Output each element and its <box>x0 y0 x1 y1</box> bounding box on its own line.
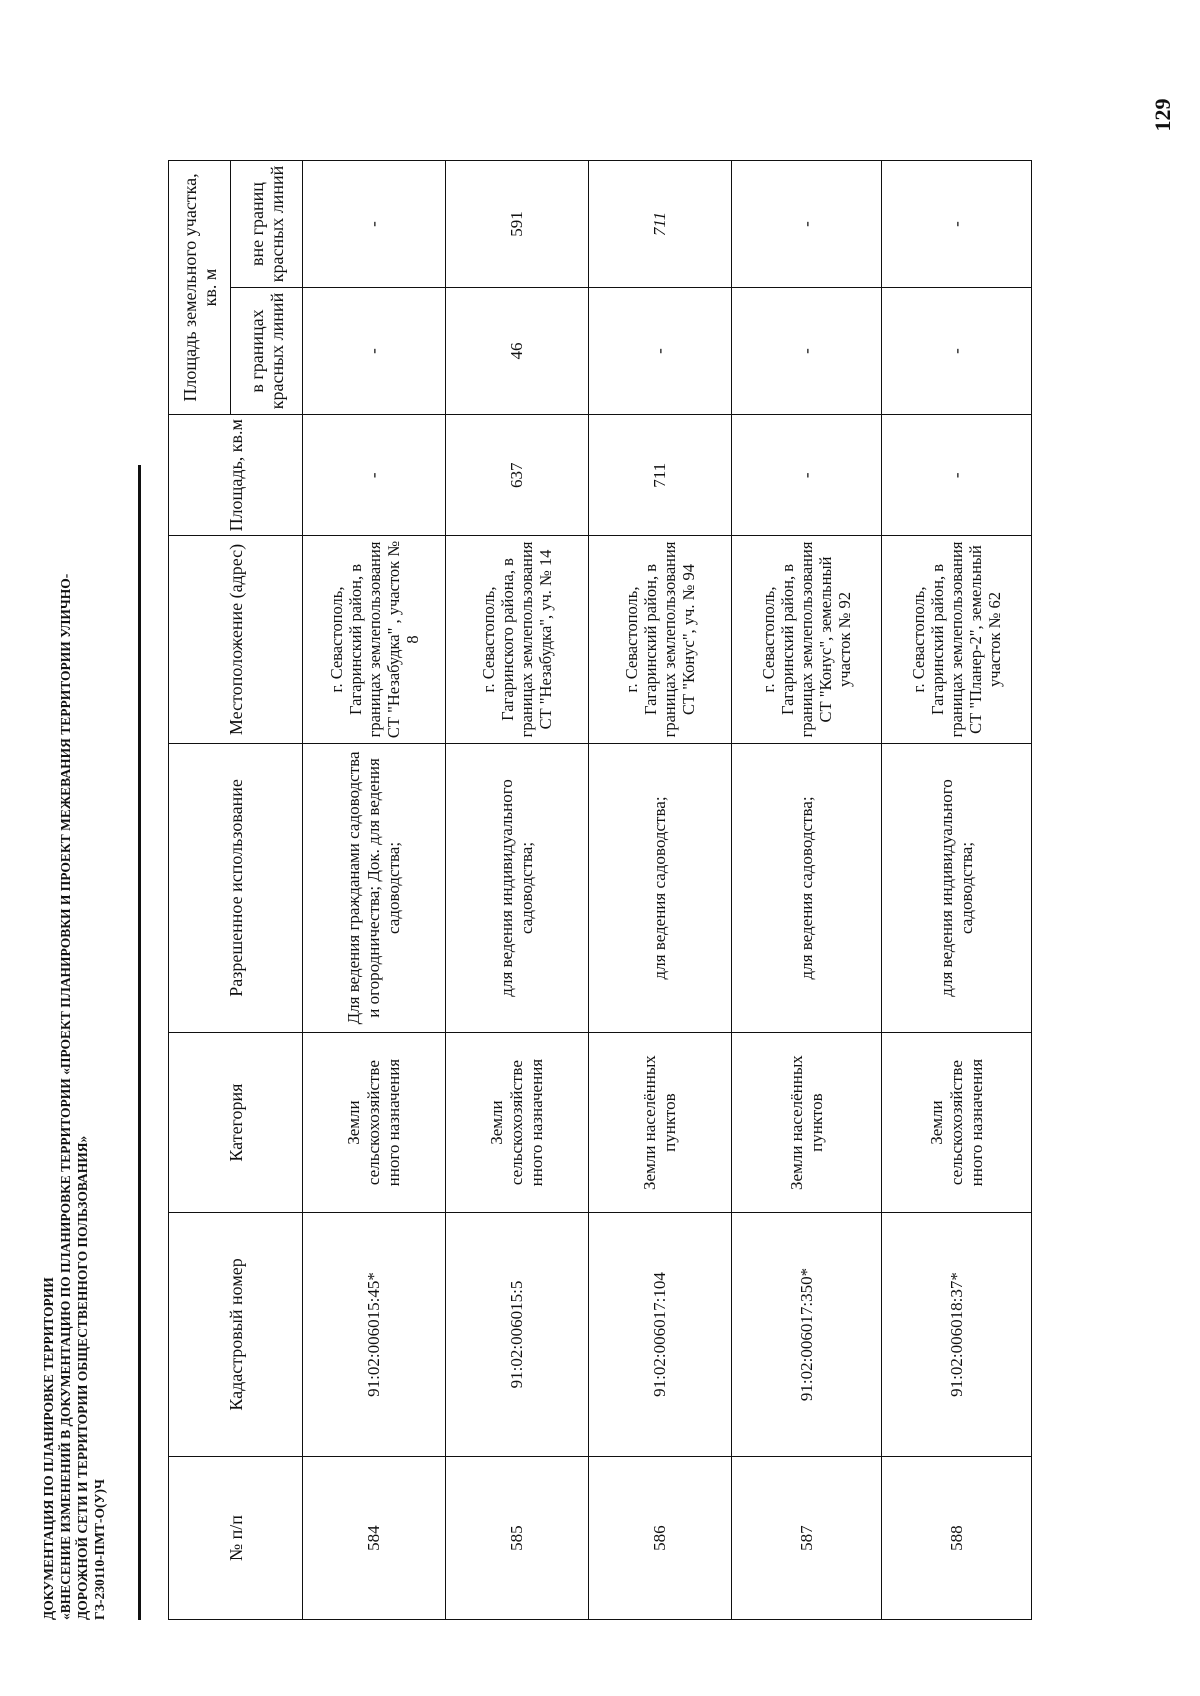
cell-permitted-use: для ведения индивидуального садоводства; <box>882 743 1032 1033</box>
cell-cadastral: 91:02:006018:37* <box>882 1212 1032 1456</box>
cell-location: г. Севастополь, Гагаринского района, в границах землепользования СТ "Незабудка", уч. № 14 <box>446 536 589 743</box>
cell-outside: - <box>303 161 446 288</box>
cell-area: 711 <box>589 415 732 536</box>
cell-cadastral: 91:02:006017:350* <box>732 1212 882 1456</box>
cell-location: г. Севастополь, Гагаринский район, в границах землепользования СТ "Незабудка" , участок № 8 <box>303 536 446 743</box>
header-line-2: «ВНЕСЕНИЕ ИЗМЕНЕНИЙ В ДОКУМЕНТАЦИЮ ПО ПЛАНИРОВКЕ ТЕРРИТОРИИ «ПРОЕКТ ПЛАНИРОВКИ И ПРОЕКТ МЕЖЕВАНИЯ ТЕРРИТОРИИ УЛИЧНО- <box>58 573 73 1620</box>
rotated-page <box>40 120 1100 1620</box>
cell-inside: - <box>732 288 882 415</box>
cell-category: Земли сельскохозяйстве нного назначения <box>303 1033 446 1212</box>
header-line-4: ГЗ-230110-ПМТ-О(У)Ч <box>92 1479 107 1620</box>
cell-category: Земли сельскохозяйстве нного назначения <box>882 1033 1032 1212</box>
cell-area: - <box>732 415 882 536</box>
cell-cadastral: 91:02:006015:5 <box>446 1212 589 1456</box>
cell-permitted-use: для ведения садоводства; <box>732 743 882 1033</box>
cell-outside: 591 <box>446 161 589 288</box>
document-header <box>40 320 108 1620</box>
cell-inside: - <box>882 288 1032 415</box>
cell-permitted-use: для ведения индивидуального садоводства; <box>446 743 589 1033</box>
table-row <box>303 161 446 1620</box>
col-header-outside-red-lines: вне границ красных линий <box>231 161 303 288</box>
cell-inside: - <box>303 288 446 415</box>
col-header-permitted-use: Разрешенное использование <box>169 743 303 1033</box>
col-header-no: № п/п <box>169 1457 303 1620</box>
cell-no: 587 <box>732 1457 882 1620</box>
col-header-location: Местоположение (адрес) <box>169 536 303 743</box>
cell-permitted-use: Для ведения гражданами садоводства и огородничества; Док. для ведения садоводства; <box>303 743 446 1033</box>
cell-location: г. Севастополь, Гагаринский район, в границах землепользования СТ "Планер-2", земельный участок № 62 <box>882 536 1032 743</box>
land-plots-table <box>168 160 1032 1620</box>
cell-area: 637 <box>446 415 589 536</box>
cell-no: 585 <box>446 1457 589 1620</box>
cell-area: - <box>303 415 446 536</box>
col-header-category: Категория <box>169 1033 303 1212</box>
cell-outside: - <box>882 161 1032 288</box>
col-header-inside-red-lines: в границах красных линий <box>231 288 303 415</box>
table-row <box>732 161 882 1620</box>
table-row <box>882 161 1032 1620</box>
cell-location: г. Севастополь, Гагаринский район, в границах землепользования СТ "Конус", земельный участок № 92 <box>732 536 882 743</box>
header-rule <box>138 465 141 1620</box>
cell-area: - <box>882 415 1032 536</box>
cell-category: Земли сельскохозяйстве нного назначения <box>446 1033 589 1212</box>
header-line-3: ДОРОЖНОЙ СЕТИ И ТЕРРИТОРИИ ОБЩЕСТВЕННОГО ПОЛЬЗОВАНИЯ» <box>75 1135 90 1620</box>
table-row <box>589 161 732 1620</box>
table-row <box>446 161 589 1620</box>
col-header-area: Площадь, кв.м <box>169 415 303 536</box>
cell-cadastral: 91:02:006015:45* <box>303 1212 446 1456</box>
cell-inside: - <box>589 288 732 415</box>
header-line-1: ДОКУМЕНТАЦИЯ ПО ПЛАНИРОВКЕ ТЕРРИТОРИИ <box>41 1277 56 1620</box>
cell-inside: 46 <box>446 288 589 415</box>
cell-outside: - <box>732 161 882 288</box>
cell-category: Земли населённых пунктов <box>732 1033 882 1212</box>
col-header-plot-area-group: Площадь земельного участка, кв. м <box>169 161 231 415</box>
cell-no: 586 <box>589 1457 732 1620</box>
cell-no: 584 <box>303 1457 446 1620</box>
cell-location: г. Севастополь, Гагаринский район, в границах землепользования СТ "Конус", уч. № 94 <box>589 536 732 743</box>
cell-no: 588 <box>882 1457 1032 1620</box>
cell-outside: 711 <box>589 161 732 288</box>
cell-permitted-use: для ведения садоводства; <box>589 743 732 1033</box>
page-number: 129 <box>1150 98 1175 132</box>
col-header-cadastral: Кадастровый номер <box>169 1212 303 1456</box>
cell-category: Земли населённых пунктов <box>589 1033 732 1212</box>
cell-cadastral: 91:02:006017:104 <box>589 1212 732 1456</box>
